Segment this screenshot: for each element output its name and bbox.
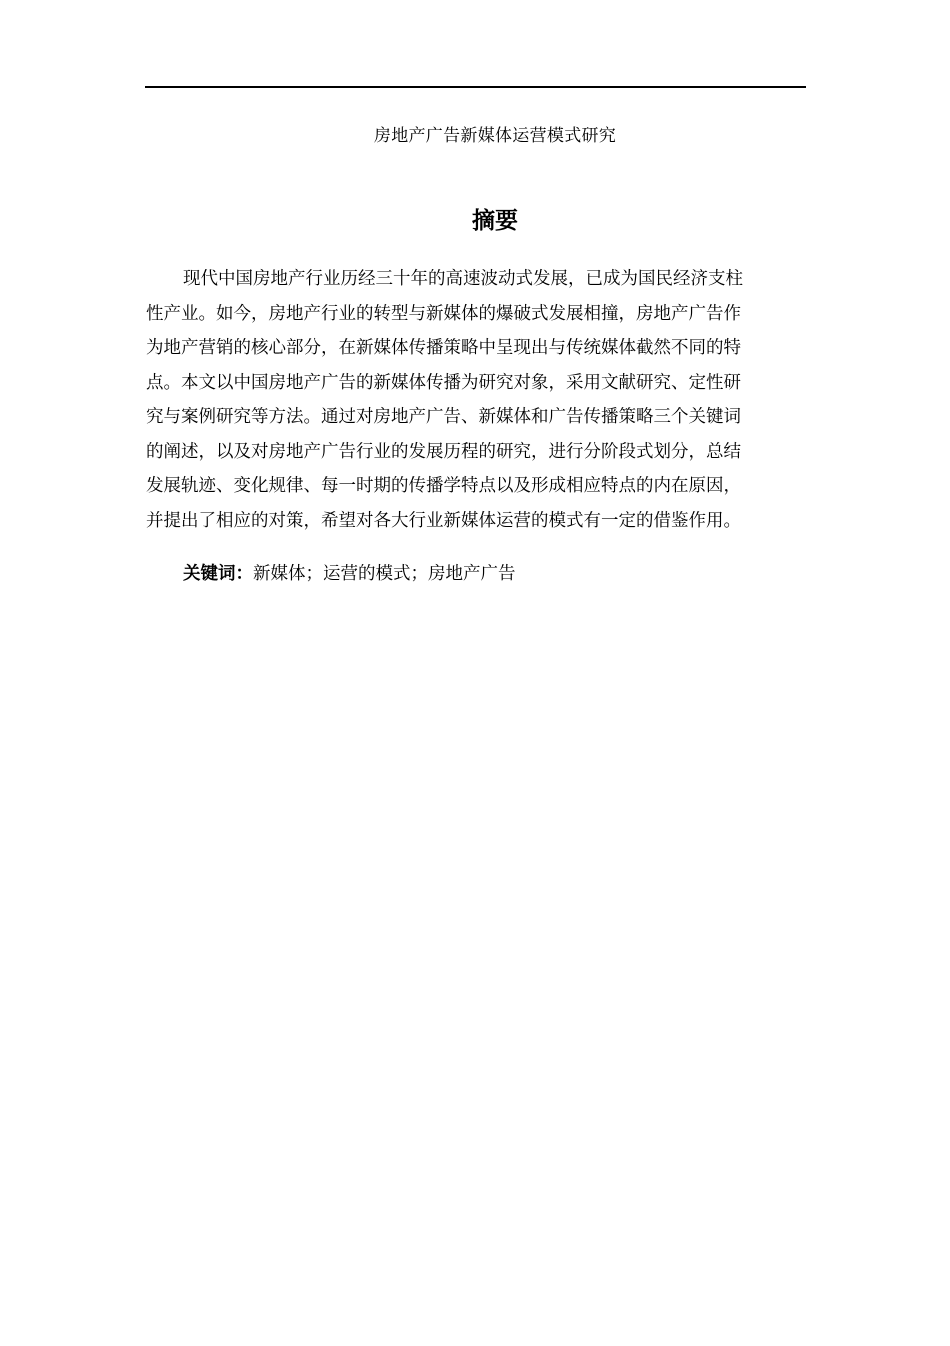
abstract-body — [146, 262, 806, 538]
abstract-line: 的阐述，以及对房地产广告行业的发展历程的研究，进行分阶段式划分，总结 — [146, 441, 741, 462]
abstract-line: 现代中国房地产行业历经三十年的高速波动式发展，已成为国民经济支柱 — [183, 269, 743, 289]
abstract-line: 为地产营销的核心部分，在新媒体传播策略中呈现出与传统媒体截然不同的特 — [146, 338, 741, 358]
abstract-line: 点。本文以中国房地产广告的新媒体传播为研究对象，采用文献研究、定性研 — [146, 372, 741, 393]
abstract-heading: 摘要 — [472, 208, 518, 234]
abstract-line: 性产业。如今，房地产行业的转型与新媒体的爆破式发展相撞，房地产广告作 — [146, 303, 741, 324]
abstract-line: 并提出了相应的对策，希望对各大行业新媒体运营的模式有一定的借鉴作用。 — [146, 510, 741, 531]
keywords — [183, 561, 516, 587]
running-title: 房地产广告新媒体运营模式研究 — [373, 126, 617, 146]
keywords-value: 新媒体；运营的模式；房地产广告 — [253, 564, 516, 584]
header-rule — [145, 86, 806, 88]
keywords-label: 关键词： — [183, 564, 253, 584]
abstract-line: 发展轨迹、变化规律、每一时期的传播学特点以及形成相应特点的内在原因， — [146, 476, 741, 496]
abstract-line: 究与案例研究等方法。通过对房地产广告、新媒体和广告传播策略三个关键词 — [146, 407, 741, 427]
